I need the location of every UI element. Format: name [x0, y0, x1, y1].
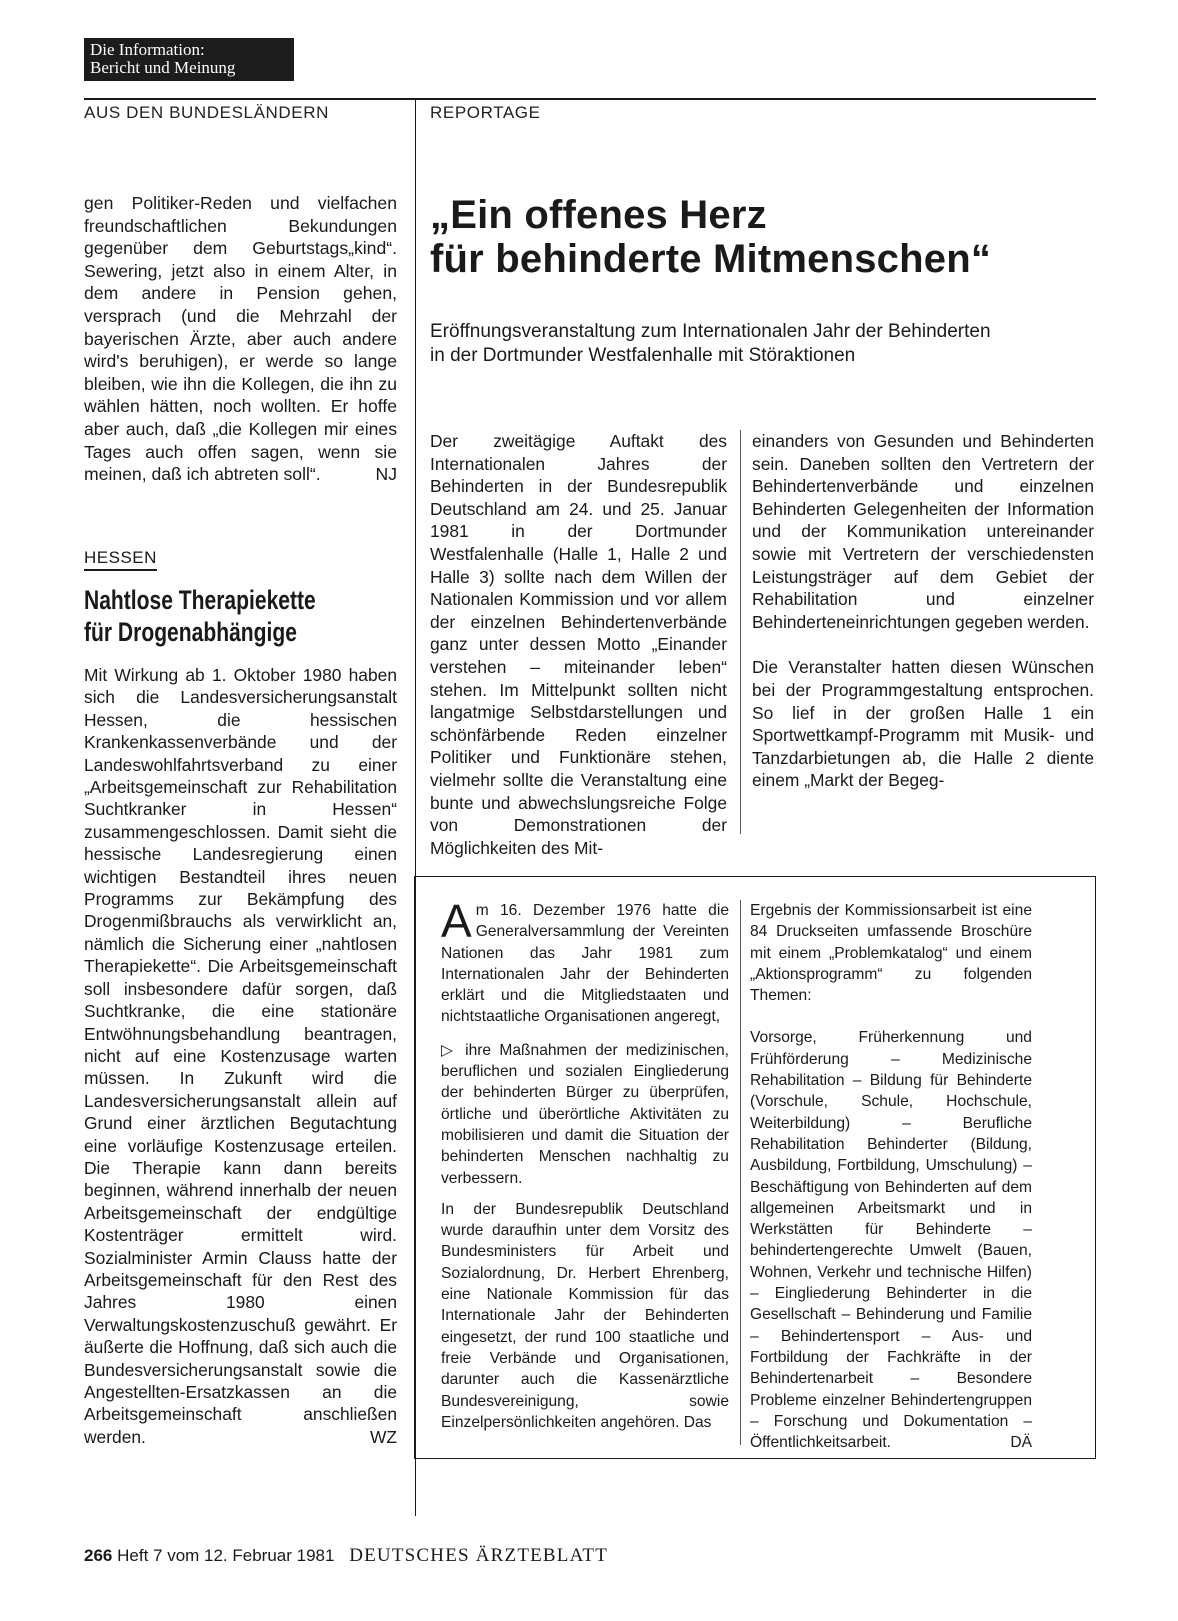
hessen-article	[84, 664, 397, 1448]
continued-article	[84, 192, 397, 486]
continued-article-text: gen Politiker-Reden und vielfachen freundschaftlichen Bekundungen gegenüber dem Geburtstags„kind“. Sewering, jetzt also in einem Alter, in dem andere in Pension gehen, versprach (und die Mehrzahl der bayerischen Ärzte, aber auch andere wird's beruhigen), er werde so lange bleiben, wie ihn die Kollegen, die ihn zu wählen hätten, noch wollten. Er hoffe aber auch, daß „die Kollegen mir eines Tages auch offen sagen, wenn sie meinen, daß ich abtreten soll“.	[84, 193, 397, 485]
report-subtitle-line-2: in der Dortmunder Westfalenhalle mit Störaktionen	[430, 345, 856, 366]
right-section-label: REPORTAGE	[430, 103, 541, 122]
top-rule	[84, 98, 1096, 100]
left-section-label: AUS DEN BUNDESLÄNDERN	[84, 103, 329, 122]
info-box-paragraph-3: In der Bundesrepublik Deutschland wurde daraufhin unter dem Vorsitz des Bundesministers für Arbeit und Sozialordnung, Dr. Herbert Ehrenberg, eine Nationale Kommission für das Internationale Jahr der Behinderten eingesetzt, der rund 100 staatliche und freie Verbände und Organisationen, darunter auch die Kassenärztliche Bundesvereinigung, sowie Einzelpersönlichkeiten angehören. Das	[441, 1200, 729, 1431]
region-label: HESSEN	[84, 548, 157, 571]
report-title-line-2: für behinderte Mitmenschen“	[430, 237, 992, 281]
page-footer	[84, 1545, 608, 1567]
badge-line-2: Bericht und Meinung	[90, 58, 236, 77]
report-column-1: Der zweitägige Auftakt des Internationalen Jahres der Behinderten in der Bundesrepublik Deutschland am 24. und 25. Januar 1981 in der Dortmunder Westfalenhalle (Halle 1, Halle 2 und Halle 3) sollte nach dem Willen der Nationalen Kommission und vor allem der einzelnen Behindertenverbände ganz unter dessen Motto „Einander verstehen – miteinander leben“ stehen. Im Mittelpunkt sollten nicht langatmige Selbstdarstellungen und schönfärbende Reden einzelner Politiker und Funktionäre stehen, vielmehr sollte die Veranstaltung eine bunte und abwechslungsreiche Folge von Demonstrationen der Möglichkeiten des Mit-	[430, 431, 727, 858]
magazine-name: DEUTSCHES ÄRZTEBLATT	[349, 1545, 609, 1566]
info-box-paragraph-4: Ergebnis der Kommissionsarbeit ist eine 84 Druckseiten umfassende Broschüre mit einem „Problemkatalog“ und einem „Aktionsprogramm“ zu folgenden Themen:	[750, 902, 1032, 1005]
report-title-line-1: „Ein offenes Herz	[430, 193, 767, 237]
issue-info: Heft 7 vom 12. Februar 1981	[117, 1546, 335, 1565]
report-title	[430, 193, 991, 281]
drop-cap: A	[441, 895, 472, 947]
info-box-paragraph-1	[441, 895, 729, 1028]
badge-line-1: Die Information:	[90, 40, 205, 59]
section-badge	[84, 38, 294, 81]
report-column-2-paragraph-1: einanders von Gesunden und Behinderten sein. Daneben sollten den Vertretern der Behindertenverbände und einzelnen Behinderten Gelegenheiten der Information und der Kommunikation untereinander sowie mit Vertretern der verschiedensten Leistungsträger auf dem Gebiet der Rehabilitation und einzelner Behinderteneinrichtungen gegeben werden.	[752, 431, 1094, 632]
info-box-paragraph-5	[750, 1027, 1032, 1453]
hessen-article-signature: WZ	[369, 1426, 397, 1447]
info-box-signature: DÄ	[1010, 1434, 1032, 1452]
hessen-article-text: Mit Wirkung ab 1. Oktober 1980 haben sich die Landesversicherungsanstalt Hessen, die hessischen Krankenkassenverbände und der Landeswohlfahrtsverband zu einer „Arbeitsgemeinschaft zur Rehabilitation Suchtkranker in Hessen“ zusammengeschlossen. Damit sieht die hessische Landesregierung einen wichtigen Bestandteil ihres neuen Programms zur Bekämpfung des Drogenmißbrauchs als verwirklicht an, nämlich die Sicherung einer „nahtlosen Therapiekette“. Die Arbeitsgemeinschaft soll insbesondere dafür sorgen, daß Suchtkranke, die eine stationäre Entwöhnungsbehandlung beantragen, nicht auf eine Kostenzusage warten müssen. In Zukunft wird die Landesversicherungsanstalt allein auf Grund einer ärztlichen Begutachtung eine vorläufige Kostenzusage erteilen. Die Therapie kann dann bereits beginnen, während innerhalb der neuen Arbeitsgemeinschaft der endgültige Kostenträger ermittelt wird. Sozialminister Armin Clauss hatte der Arbeitsgemeinschaft für den Rest des Jahres 1980 einen Verwaltungskostenzuschuß gewährt. Er äußerte die Hoffnung, daß sich auch die Bundesversicherungsanstalt sowie die Angestellten-Ersatzkassen an die Arbeitsgemeinschaft anschließen werden.	[84, 665, 397, 1447]
report-subtitle	[430, 320, 1090, 368]
info-box-paragraph-5-text: Vorsorge, Früherkennung und Frühförderung – Medizinische Rehabilitation – Bildung für Behinderte (Vorschule, Schule, Hochschule, Weiterbildung) – Berufliche Rehabilitation Behinderter (Bildung, Ausbildung, Fortbildung, Umschulung) – Beschäftigung von Behinderten auf dem allgemeinen Arbeitsmarkt und in Werkstätten für Behinderte – behindertengerechte Umwelt (Bauen, Wohnen, Verkehr und technische Hilfen) – Eingliederung Behinderter in die Gesellschaft – Behinderung und Familie – Behindertensport – Aus- und Fortbildung der Fachkräfte in der Behindertenarbeit – Besondere Probleme einzelner Behindertengruppen – Forschung und Dokumentation – Öffentlichkeitsarbeit.	[750, 1029, 1032, 1452]
continued-article-signature: NJ	[375, 464, 397, 485]
report-column-divider	[740, 430, 741, 834]
hessen-headline-line-2: für Drogenabhängige	[84, 617, 297, 647]
hessen-headline-line-1: Nahtlose Therapiekette	[84, 585, 316, 615]
report-column-2	[752, 430, 1094, 792]
page-number: 266	[84, 1546, 113, 1565]
report-subtitle-line-1: Eröffnungsveranstaltung zum Internationalen Jahr der Behinderten	[430, 321, 991, 342]
info-box-paragraph-2: ▷ ihre Maßnahmen der medizinischen, beruflichen und sozialen Eingliederung der behinderten Bürger zu überprüfen, örtliche und überörtliche Aktivitäten zu mobilisieren und damit die Situation der behinderten Menschen nachhaltig zu verbessern.	[441, 1041, 729, 1187]
report-column-2-paragraph-2: Die Veranstalter hatten diesen Wünschen bei der Programmgestaltung entsprochen. So lief in der großen Halle 1 ein Sportwettkampf-Programm mit Musik- und Tanzdarbietungen ab, die Halle 2 diente einem „Markt der Begeg-	[752, 657, 1094, 791]
hessen-headline	[84, 584, 396, 648]
info-box-divider	[740, 900, 741, 1445]
info-box-paragraph-1-text: m 16. Dezember 1976 hatte die Generalversammlung der Vereinten Nationen das Jahr 1981 zum Internationalen Jahr der Behinderten erklärt und die Mitgliedstaaten und nichtstaatliche Organisationen angeregt,	[441, 902, 729, 1026]
info-box-column-1	[441, 895, 729, 1433]
info-box-column-2	[750, 900, 1032, 1453]
